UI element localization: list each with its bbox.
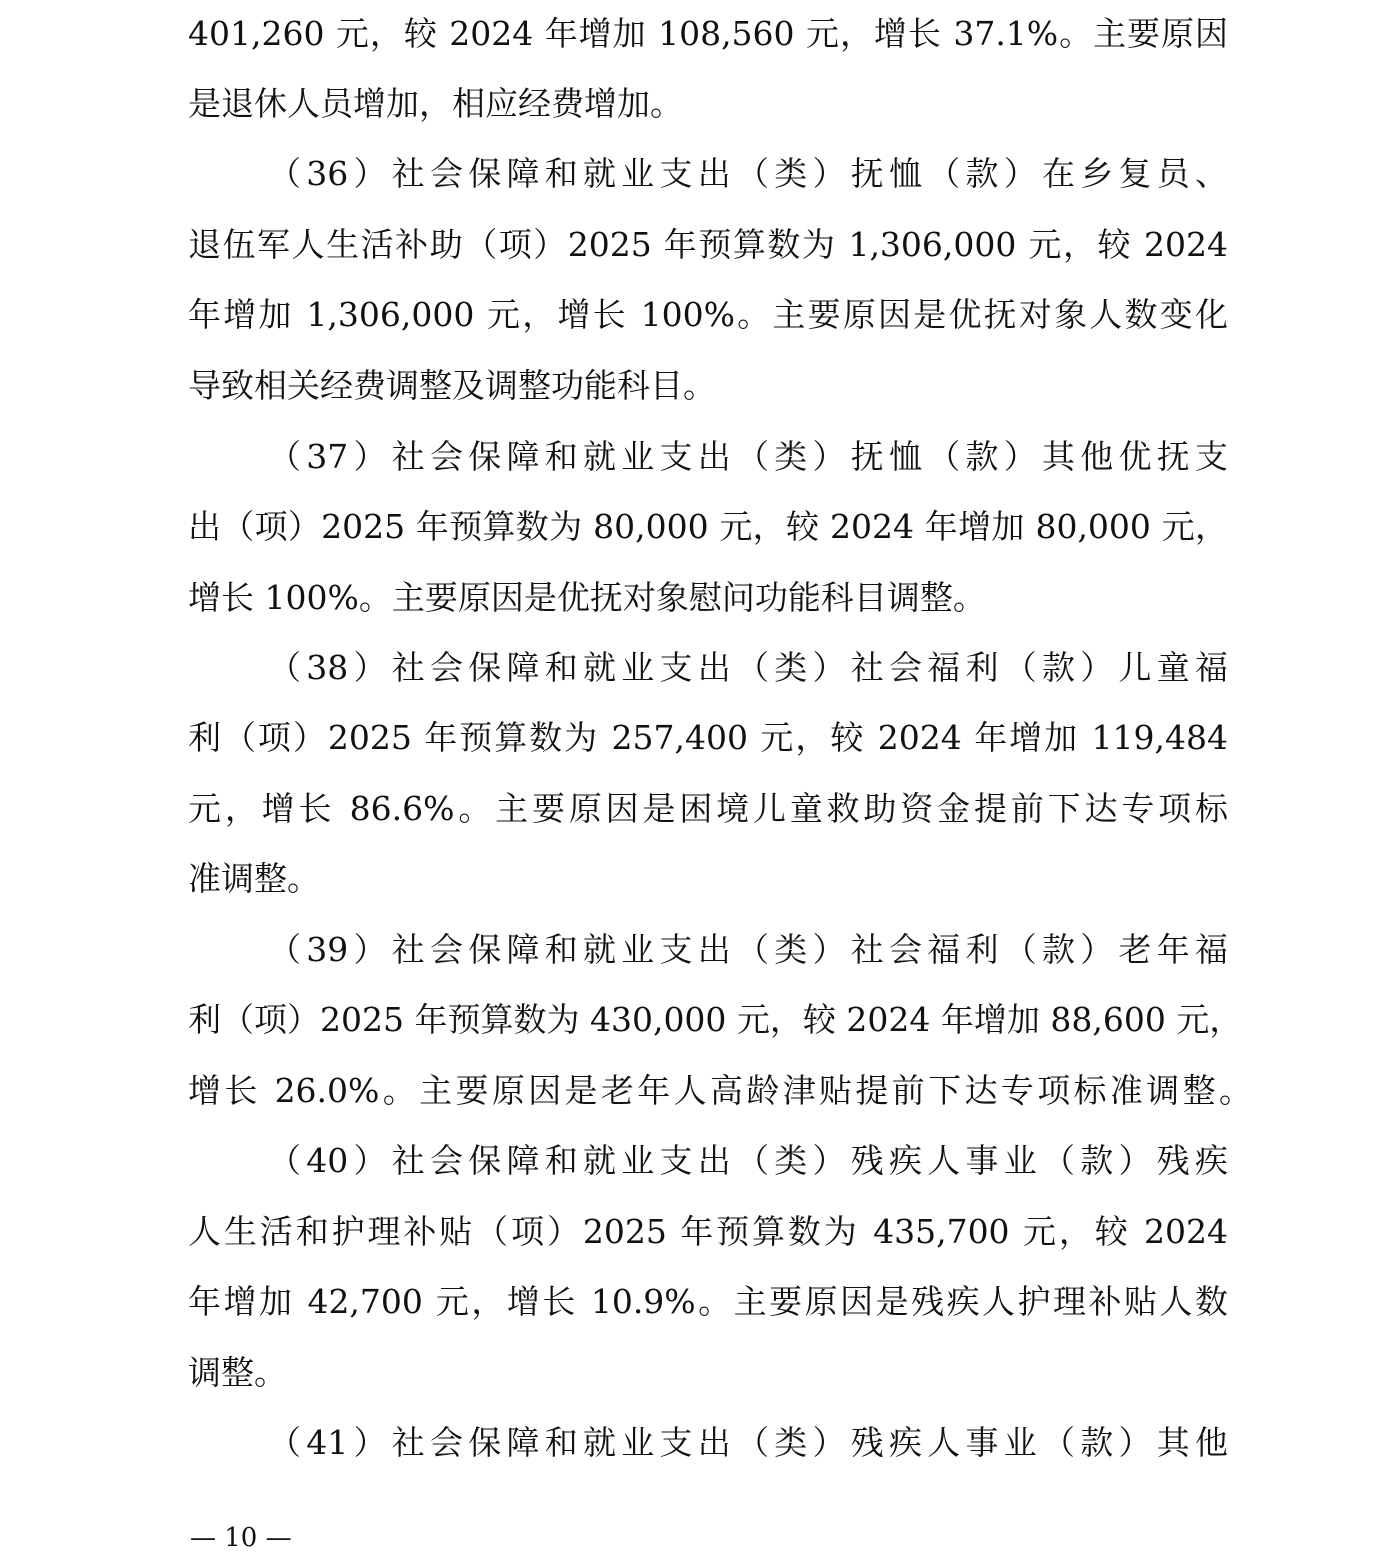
page-number: — 10 — bbox=[190, 1523, 292, 1553]
paragraph-39-line-3: 增长 26.0%。主要原因是老年人高龄津贴提前下达专项标准调整。 bbox=[188, 1071, 1252, 1110]
paragraph-40-line-2: 人生活和护理补贴（项）2025 年预算数为 435,700 元，较 2024 bbox=[188, 1212, 1228, 1251]
paragraph-36-line-2: 退伍军人生活补助（项）2025 年预算数为 1,306,000 元，较 2024 bbox=[188, 225, 1228, 264]
paragraph-37-line-1: （37）社会保障和就业支出（类）抚恤（款）其他优抚支 bbox=[268, 437, 1228, 476]
paragraph-37-line-2: 出（项）2025 年预算数为 80,000 元，较 2024 年增加 80,000 元， bbox=[188, 507, 1228, 546]
paragraph-38-line-1: （38）社会保障和就业支出（类）社会福利（款）儿童福 bbox=[268, 648, 1228, 687]
paragraph-39-line-2: 利（项）2025 年预算数为 430,000 元，较 2024 年增加 88,600 元， bbox=[188, 1000, 1243, 1039]
paragraph-39-line-1: （39）社会保障和就业支出（类）社会福利（款）老年福 bbox=[268, 930, 1228, 969]
paragraph-40-line-4: 调整。 bbox=[188, 1353, 287, 1392]
paragraph-35-line-2: 是退休人员增加，相应经费增加。 bbox=[188, 84, 683, 123]
paragraph-36-line-1: （36）社会保障和就业支出（类）抚恤（款）在乡复员、 bbox=[268, 154, 1228, 193]
paragraph-41-line-1: （41）社会保障和就业支出（类）残疾人事业（款）其他 bbox=[268, 1423, 1228, 1462]
paragraph-35-line-1: 401,260 元，较 2024 年增加 108,560 元，增长 37.1%。主要原因 bbox=[188, 14, 1228, 53]
paragraph-38-line-4: 准调整。 bbox=[188, 859, 320, 898]
paragraph-40-line-1: （40）社会保障和就业支出（类）残疾人事业（款）残疾 bbox=[268, 1141, 1228, 1180]
paragraph-36-line-4: 导致相关经费调整及调整功能科目。 bbox=[188, 366, 716, 405]
paragraph-40-line-3: 年增加 42,700 元，增长 10.9%。主要原因是残疾人护理补贴人数 bbox=[188, 1282, 1228, 1321]
paragraph-37-line-3: 增长 100%。主要原因是优抚对象慰问功能科目调整。 bbox=[188, 578, 986, 617]
paragraph-38-line-3: 元，增长 86.6%。主要原因是困境儿童救助资金提前下达专项标 bbox=[188, 789, 1228, 828]
paragraph-38-line-2: 利（项）2025 年预算数为 257,400 元，较 2024 年增加 119,484 bbox=[188, 718, 1228, 757]
paragraph-36-line-3: 年增加 1,306,000 元，增长 100%。主要原因是优抚对象人数变化 bbox=[188, 295, 1228, 334]
